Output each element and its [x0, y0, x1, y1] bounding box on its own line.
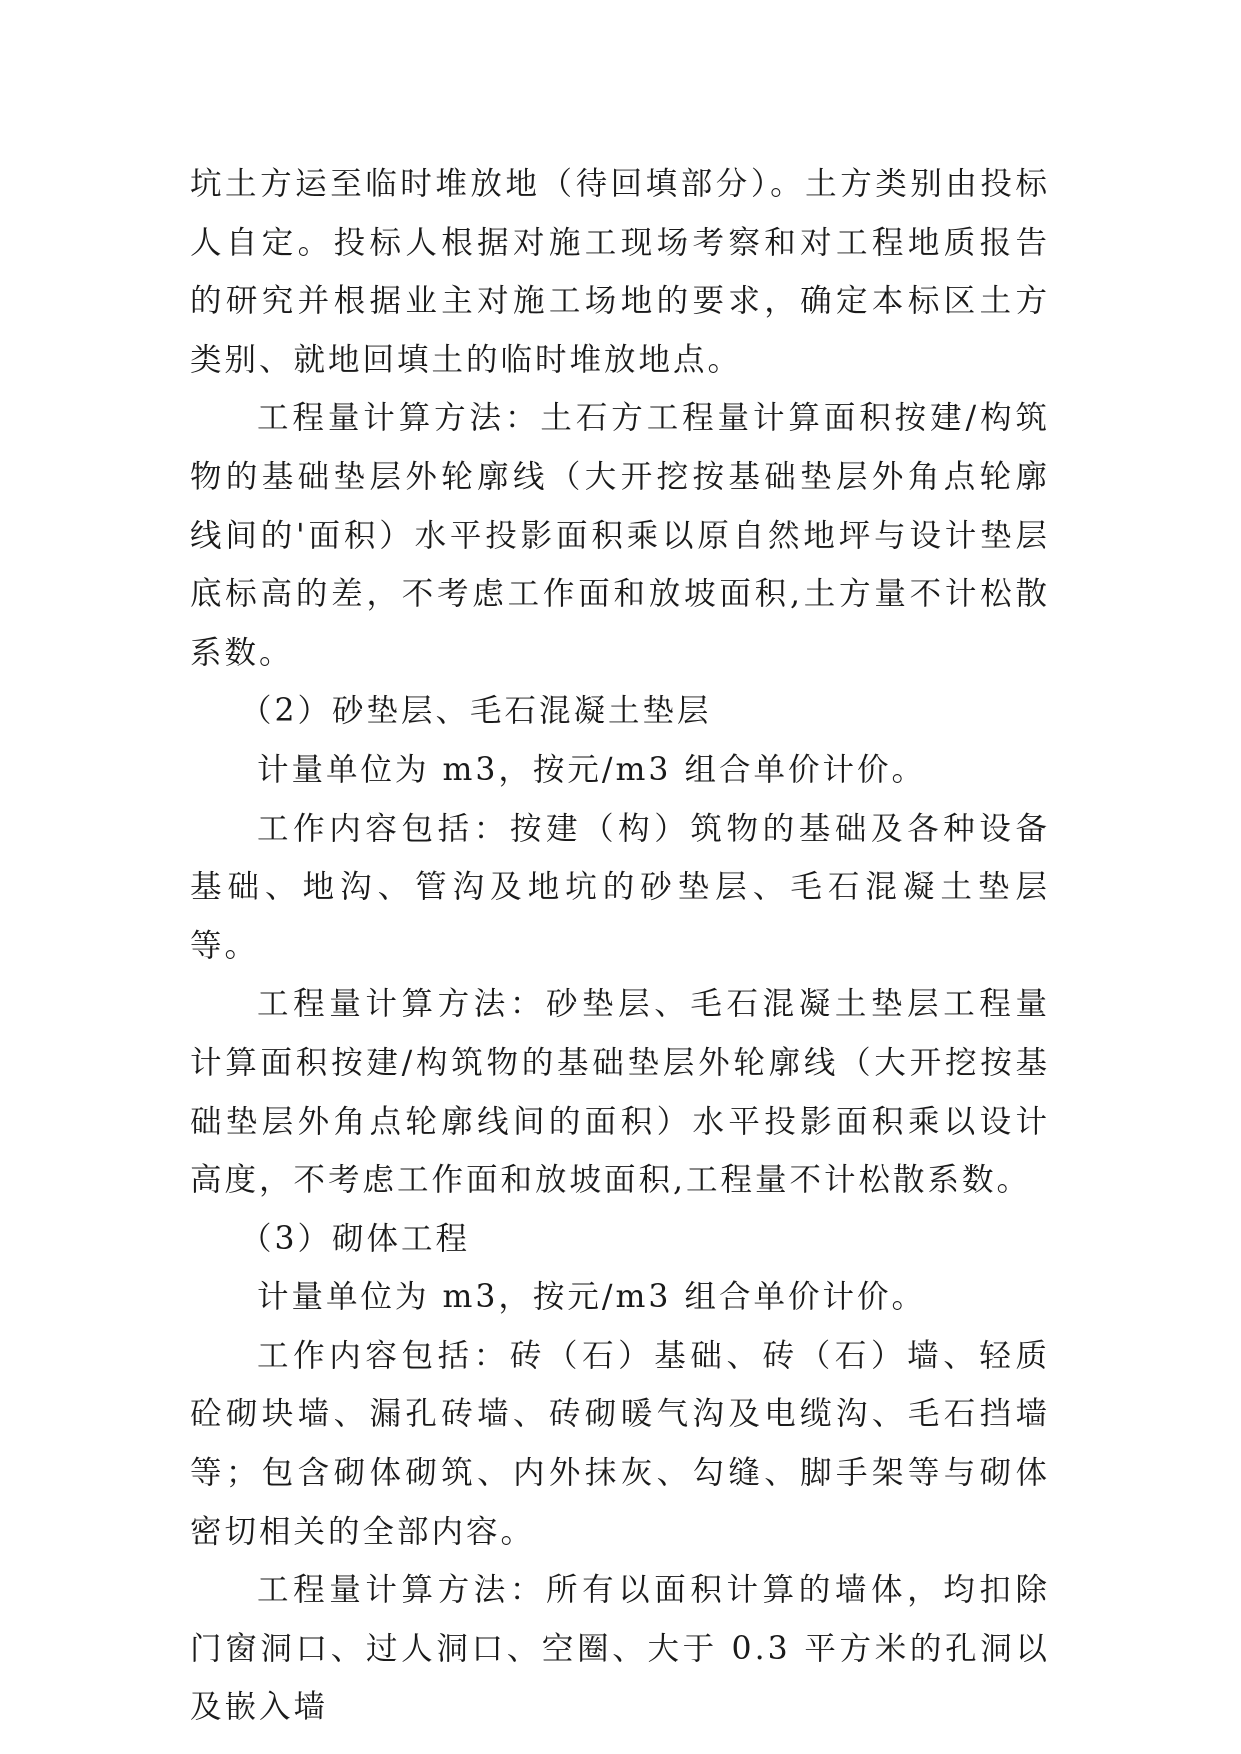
paragraph-sand-scope: 工作内容包括：按建（构）筑物的基础及各种设备基础、地沟、管沟及地坑的砂垫层、毛石混凝土垫层等。	[190, 810, 1050, 964]
paragraph-masonry-calculation: 工程量计算方法：所有以面积计算的墙体，均扣除门窗洞口、过人洞口、空圈、大于 0.3 平方米的孔洞以及嵌入墙	[190, 1572, 1050, 1726]
heading-sand-cushion: （2）砂垫层、毛石混凝土垫层	[240, 693, 712, 730]
paragraph-earthwork-calculation: 工程量计算方法：土石方工程量计算面积按建/构筑物的基础垫层外轮廓线（大开挖按基础垫层外角点轮廓线间的'面积）水平投影面积乘以原自然地坪与设计垫层底标高的差，不考虑工作面和放坡面积,土方量不计松散系数。	[190, 400, 1050, 671]
document-body	[190, 155, 1050, 1737]
heading-masonry: （3）砌体工程	[240, 1220, 471, 1257]
paragraph-masonry-unit: 计量单位为 m3，按元/m3 组合单价计价。	[257, 1279, 926, 1316]
paragraph-masonry-scope: 工作内容包括：砖（石）基础、砖（石）墙、轻质砼砌块墙、漏孔砖墙、砖砌暖气沟及电缆沟、毛石挡墙等；包含砌体砌筑、内外抹灰、勾缝、脚手架等与砌体密切相关的全部内容。	[190, 1337, 1050, 1550]
paragraph-sand-calculation: 工程量计算方法：砂垫层、毛石混凝土垫层工程量计算面积按建/构筑物的基础垫层外轮廓线（大开挖按基础垫层外角点轮廓线间的面积）水平投影面积乘以设计高度，不考虑工作面和放坡面积,工程量不计松散系数。	[190, 986, 1050, 1199]
paragraph-sand-unit: 计量单位为 m3，按元/m3 组合单价计价。	[257, 751, 926, 788]
paragraph-earthwork-continuation: 坑土方运至临时堆放地（待回填部分）。土方类别由投标人自定。投标人根据对施工现场考察和对工程地质报告的研究并根据业主对施工场地的要求，确定本标区土方类别、就地回填土的临时堆放地点。	[190, 166, 1050, 378]
